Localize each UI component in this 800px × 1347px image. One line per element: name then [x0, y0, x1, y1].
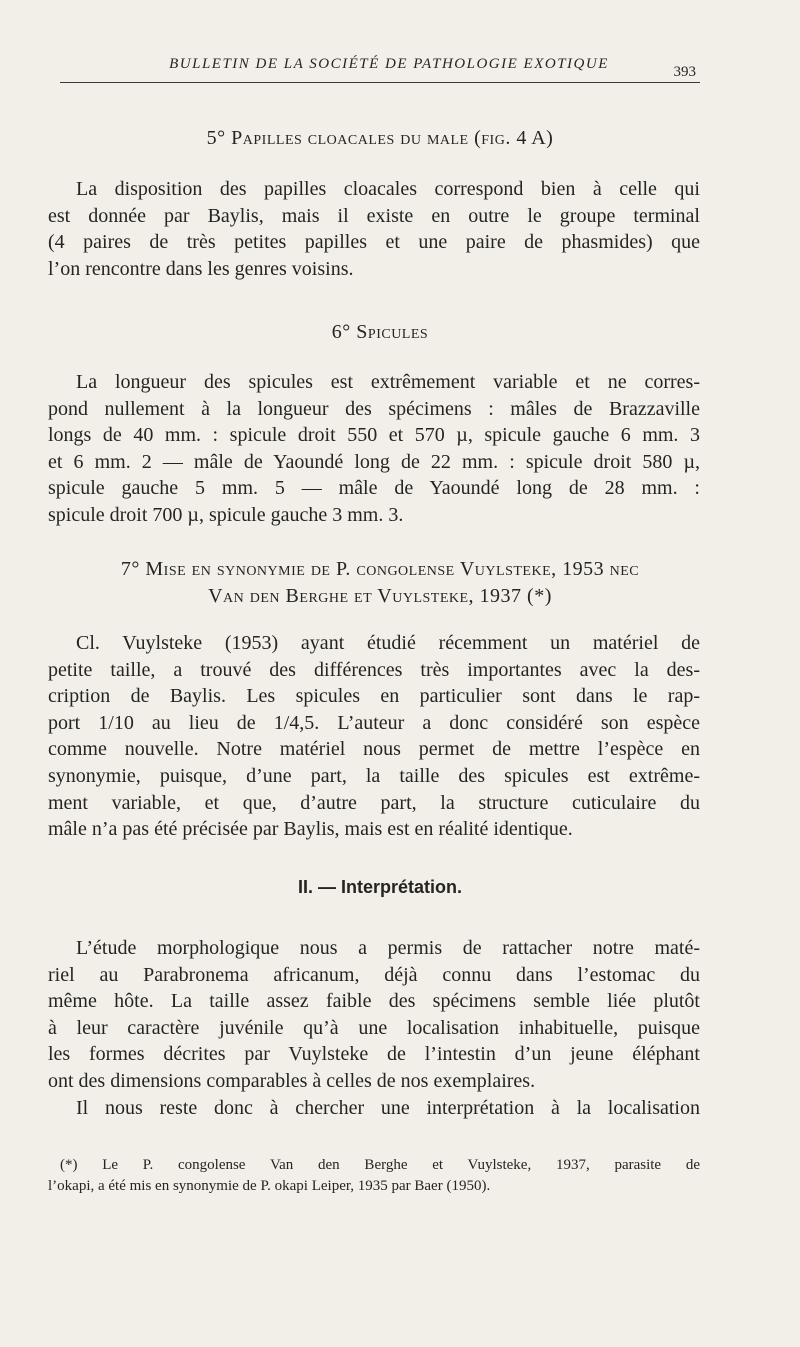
paragraph-synonymie	[48, 630, 700, 843]
text-line: (4 paires de très petites papilles et une paire de phasmides) que	[48, 231, 700, 254]
text-line: et 6 mm. 2 — mâle de Yaoundé long de 22 mm. : spicule droit 580 µ,	[48, 450, 700, 473]
text-line: même hôte. La taille assez faible des spécimens semble liée plutôt	[48, 990, 700, 1013]
footnote-line: (*) Le P. congolense Van den Berghe et Vuylsteke, 1937, parasite de	[60, 1157, 700, 1173]
paragraph-spicules	[48, 369, 700, 529]
text-line: synonymie, puisque, d’une part, la taille des spicules est extrême-	[48, 764, 700, 787]
running-header	[60, 56, 700, 73]
text-line: mâle n’a pas été précisée par Baylis, mais est en réalité identique.	[48, 818, 573, 841]
text-line: port 1/10 au lieu de 1/4,5. L’auteur a donc considéré son espèce	[48, 711, 700, 734]
footnote-line: l’okapi, a été mis en synonymie de P. okapi Leiper, 1935 par Baer (1950).	[48, 1178, 491, 1194]
header-rule	[60, 82, 700, 83]
section-heading-spicules: 6° Spicules	[331, 321, 429, 343]
text-line: ont des dimensions comparables à celles de nos exemplaires.	[48, 1069, 536, 1092]
text-line: Cl. Vuylsteke (1953) ayant étudié récemment un matériel de	[76, 632, 700, 654]
text-line: l’on rencontre dans les genres voisins.	[48, 257, 354, 280]
text-line: longs de 40 mm. : spicule droit 550 et 570 µ, spicule gauche 6 mm. 3	[48, 424, 700, 447]
text-line: petite taille, a trouvé des différences très importantes avec la des-	[48, 658, 700, 681]
section-heading-synonymie-2: Van den Berghe et Vuylsteke, 1937 (*)	[208, 585, 552, 607]
section-heading-synonymie-1: 7° Mise en synonymie de P. congolense Vuylsteke, 1953 nec	[120, 558, 640, 580]
section-heading-interpretation: II. — Interprétation.	[297, 877, 462, 897]
text-line: comme nouvelle. Notre matériel nous permet de mettre l’espèce en	[48, 738, 700, 761]
text-line: spicule droit 700 µ, spicule gauche 3 mm. 3.	[48, 503, 404, 526]
paragraph-interpretation	[48, 935, 700, 1121]
text-line: cription de Baylis. Les spicules en particulier sont dans le rap-	[48, 685, 700, 708]
text-line: riel au Parabronema africanum, déjà connu dans l’estomac du	[48, 963, 700, 986]
footnote	[48, 1155, 700, 1197]
text-line: ment variable, et que, d’autre part, la structure cuticulaire du	[48, 791, 700, 814]
text-line: à leur caractère juvénile qu’à une localisation inhabituelle, puisque	[48, 1016, 700, 1039]
paragraph-papilles	[48, 176, 700, 282]
text-line: La disposition des papilles cloacales correspond bien à celle qui	[76, 178, 700, 200]
text-line: L’étude morphologique nous a permis de rattacher notre maté-	[76, 937, 700, 959]
text-line: La longueur des spicules est extrêmement variable et ne corres-	[76, 371, 700, 393]
section-heading-papilles: 5° Papilles cloacales du male (fig. 4 A)	[206, 127, 554, 149]
text-line: est donnée par Baylis, mais il existe en outre le groupe terminal	[48, 204, 700, 227]
text-line: spicule gauche 5 mm. 5 — mâle de Yaoundé long de 28 mm. :	[48, 477, 700, 500]
page-number: 393	[673, 64, 696, 80]
text-line: pond nullement à la longueur des spécimens : mâles de Brazzaville	[48, 397, 700, 420]
text-line: les formes décrites par Vuylsteke de l’intestin d’un jeune éléphant	[48, 1043, 700, 1066]
text-line: Il nous reste donc à chercher une interprétation à la localisation	[76, 1096, 700, 1119]
journal-title: BULLETIN DE LA SOCIÉTÉ DE PATHOLOGIE EXOTIQUE	[169, 56, 609, 72]
